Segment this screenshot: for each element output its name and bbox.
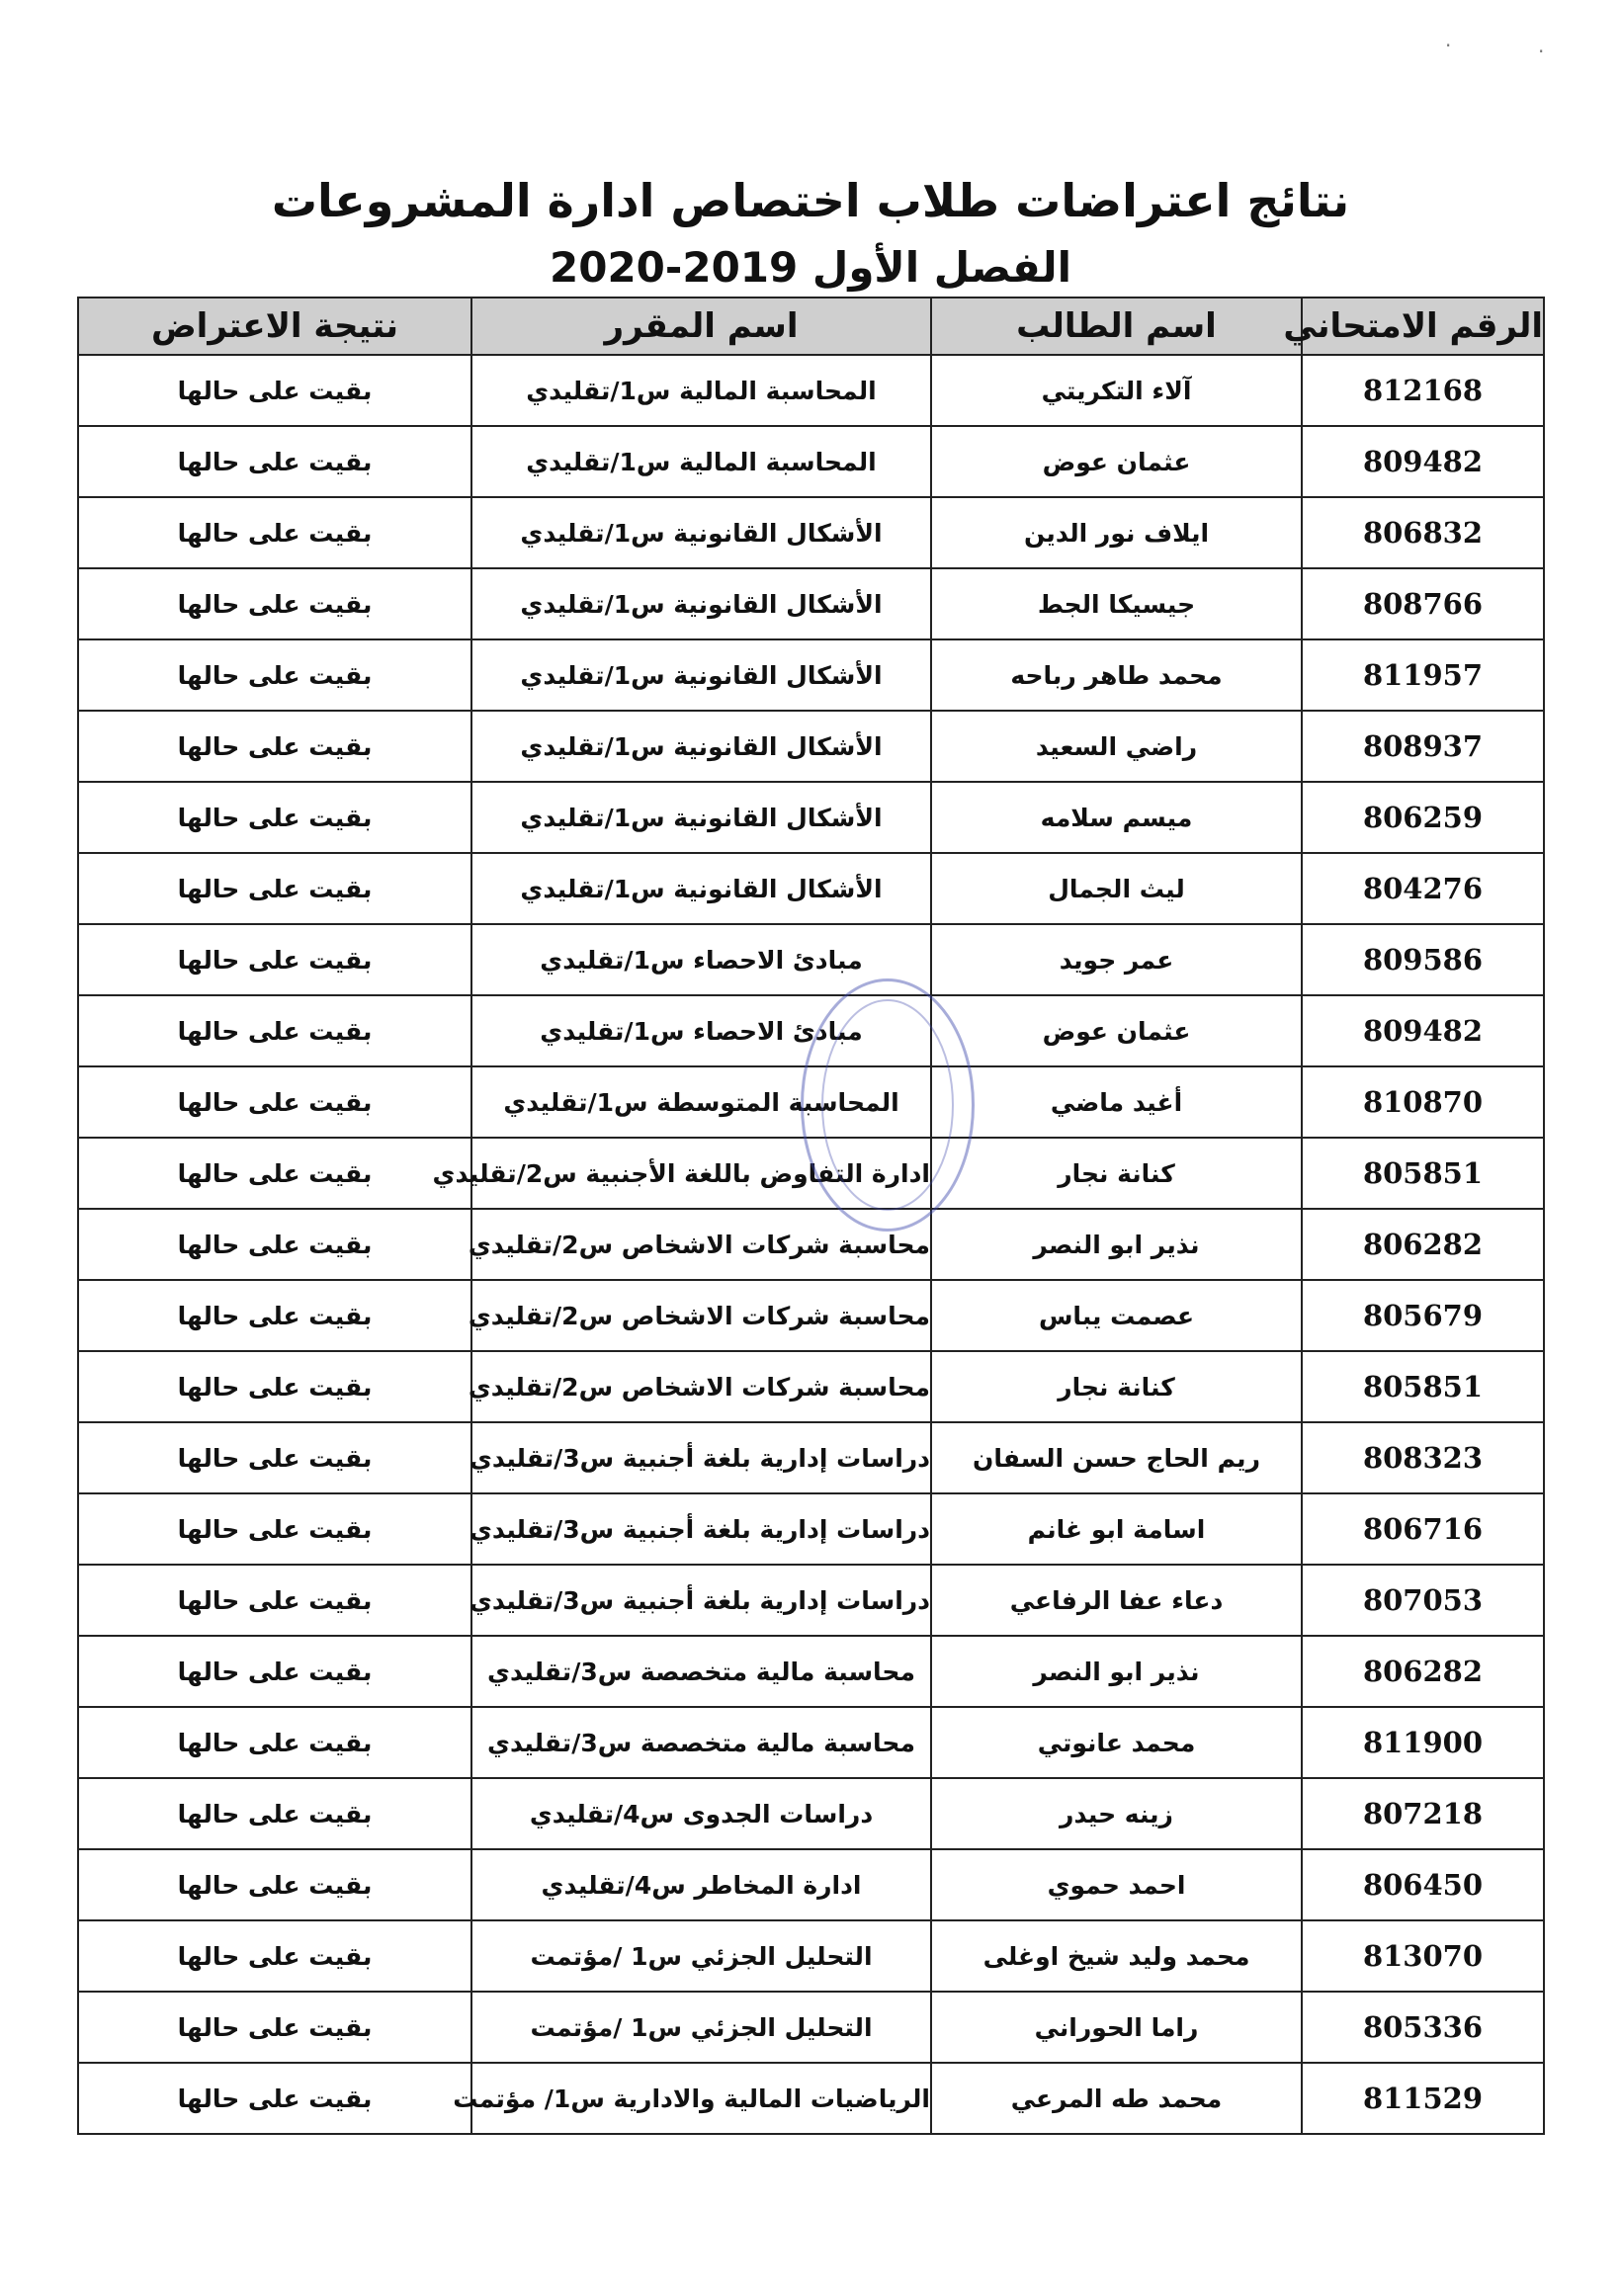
table-row bbox=[78, 711, 1544, 782]
result-cell: بقيت على حالها bbox=[78, 1351, 471, 1422]
table-row bbox=[78, 1138, 1544, 1209]
table-row bbox=[78, 497, 1544, 568]
student-name-cell: عمر جويد bbox=[931, 924, 1302, 995]
course-name-cell: التحليل الجزئي س1 /مؤتمت bbox=[471, 1920, 931, 1992]
result-cell: بقيت على حالها bbox=[78, 1565, 471, 1636]
exam-number-cell: 808766 bbox=[1302, 568, 1544, 639]
course-name-cell: ادارة التفاوض باللغة الأجنبية س2/تقليدي bbox=[471, 1138, 931, 1209]
student-name-cell: نذير ابو النصر bbox=[931, 1209, 1302, 1280]
table-row bbox=[78, 1849, 1544, 1920]
result-cell: بقيت على حالها bbox=[78, 1280, 471, 1351]
student-name-cell: زينه حيدر bbox=[931, 1778, 1302, 1849]
course-name-cell: المحاسبة المالية س1/تقليدي bbox=[471, 426, 931, 497]
column-header-objection-result: نتيجة الاعتراض bbox=[78, 298, 471, 355]
exam-number-cell: 805336 bbox=[1302, 1992, 1544, 2063]
course-name-cell: الرياضيات المالية والادارية س1/ مؤتمت bbox=[471, 2063, 931, 2134]
table-row bbox=[78, 1707, 1544, 1778]
result-cell: بقيت على حالها bbox=[78, 639, 471, 711]
exam-number-cell: 805679 bbox=[1302, 1280, 1544, 1351]
student-name-cell: ليث الجمال bbox=[931, 853, 1302, 924]
student-name-cell: اسامة ابو غانم bbox=[931, 1493, 1302, 1565]
scan-speck: · bbox=[1538, 40, 1545, 63]
exam-number-cell: 807053 bbox=[1302, 1565, 1544, 1636]
table-row bbox=[78, 1066, 1544, 1138]
table-row bbox=[78, 1636, 1544, 1707]
table-row bbox=[78, 2063, 1544, 2134]
result-cell: بقيت على حالها bbox=[78, 355, 471, 426]
student-name-cell: محمد طاهر رباحه bbox=[931, 639, 1302, 711]
student-name-cell: عثمان عوض bbox=[931, 426, 1302, 497]
exam-number-cell: 806282 bbox=[1302, 1636, 1544, 1707]
result-cell: بقيت على حالها bbox=[78, 995, 471, 1066]
result-cell: بقيت على حالها bbox=[78, 1138, 471, 1209]
exam-number-cell: 804276 bbox=[1302, 853, 1544, 924]
table-row bbox=[78, 426, 1544, 497]
table-row bbox=[78, 1422, 1544, 1493]
course-name-cell: الأشكال القانونية س1/تقليدي bbox=[471, 639, 931, 711]
result-cell: بقيت على حالها bbox=[78, 1493, 471, 1565]
student-name-cell: آلاء التكريتي bbox=[931, 355, 1302, 426]
course-name-cell: المحاسبة المالية س1/تقليدي bbox=[471, 355, 931, 426]
student-name-cell: احمد حموي bbox=[931, 1849, 1302, 1920]
student-name-cell: راما الحوراني bbox=[931, 1992, 1302, 2063]
student-name-cell: كنانة نجار bbox=[931, 1138, 1302, 1209]
course-name-cell: مبادئ الاحصاء س1/تقليدي bbox=[471, 995, 931, 1066]
exam-number-cell: 806716 bbox=[1302, 1493, 1544, 1565]
course-name-cell: دراسات الجدوى س4/تقليدي bbox=[471, 1778, 931, 1849]
result-cell: بقيت على حالها bbox=[78, 853, 471, 924]
course-name-cell: التحليل الجزئي س1 /مؤتمت bbox=[471, 1992, 931, 2063]
student-name-cell: راضي السعيد bbox=[931, 711, 1302, 782]
result-cell: بقيت على حالها bbox=[78, 924, 471, 995]
result-cell: بقيت على حالها bbox=[78, 426, 471, 497]
column-header-student-name: اسم الطالب bbox=[931, 298, 1302, 355]
course-name-cell: مبادئ الاحصاء س1/تقليدي bbox=[471, 924, 931, 995]
result-cell: بقيت على حالها bbox=[78, 1707, 471, 1778]
course-name-cell: الأشكال القانونية س1/تقليدي bbox=[471, 853, 931, 924]
student-name-cell: عصمت يباس bbox=[931, 1280, 1302, 1351]
course-name-cell: دراسات إدارية بلغة أجنبية س3/تقليدي bbox=[471, 1565, 931, 1636]
result-cell: بقيت على حالها bbox=[78, 1209, 471, 1280]
course-name-cell: الأشكال القانونية س1/تقليدي bbox=[471, 568, 931, 639]
result-cell: بقيت على حالها bbox=[78, 1066, 471, 1138]
table-row bbox=[78, 1565, 1544, 1636]
exam-number-cell: 809586 bbox=[1302, 924, 1544, 995]
exam-number-cell: 811900 bbox=[1302, 1707, 1544, 1778]
table-row bbox=[78, 1209, 1544, 1280]
exam-number-cell: 810870 bbox=[1302, 1066, 1544, 1138]
table-row bbox=[78, 1992, 1544, 2063]
exam-number-cell: 806282 bbox=[1302, 1209, 1544, 1280]
course-name-cell: الأشكال القانونية س1/تقليدي bbox=[471, 711, 931, 782]
table-header-row bbox=[78, 298, 1544, 355]
table-row bbox=[78, 1280, 1544, 1351]
table-row bbox=[78, 568, 1544, 639]
student-name-cell: محمد وليد شيخ اوغلى bbox=[931, 1920, 1302, 1992]
table-row bbox=[78, 924, 1544, 995]
exam-number-cell: 809482 bbox=[1302, 995, 1544, 1066]
course-name-cell: محاسبة شركات الاشخاص س2/تقليدي bbox=[471, 1280, 931, 1351]
page-subtitle: الفصل الأول 2019-2020 bbox=[550, 243, 1071, 292]
student-name-cell: أغيد ماضي bbox=[931, 1066, 1302, 1138]
column-header-course-name: اسم المقرر bbox=[471, 298, 931, 355]
result-cell: بقيت على حالها bbox=[78, 782, 471, 853]
result-cell: بقيت على حالها bbox=[78, 1636, 471, 1707]
student-name-cell: محمد عانوتي bbox=[931, 1707, 1302, 1778]
student-name-cell: جيسيكا الجط bbox=[931, 568, 1302, 639]
exam-number-cell: 809482 bbox=[1302, 426, 1544, 497]
exam-number-cell: 806259 bbox=[1302, 782, 1544, 853]
exam-number-cell: 805851 bbox=[1302, 1138, 1544, 1209]
result-cell: بقيت على حالها bbox=[78, 711, 471, 782]
course-name-cell: دراسات إدارية بلغة أجنبية س3/تقليدي bbox=[471, 1422, 931, 1493]
column-header-exam-number: الرقم الامتحاني bbox=[1302, 298, 1544, 355]
student-name-cell: ميسم سلامه bbox=[931, 782, 1302, 853]
course-name-cell: دراسات إدارية بلغة أجنبية س3/تقليدي bbox=[471, 1493, 931, 1565]
exam-number-cell: 807218 bbox=[1302, 1778, 1544, 1849]
exam-number-cell: 806832 bbox=[1302, 497, 1544, 568]
student-name-cell: كنانة نجار bbox=[931, 1351, 1302, 1422]
page-title: نتائج اعتراضات طلاب اختصاص ادارة المشروعات bbox=[271, 174, 1350, 227]
exam-number-cell: 808323 bbox=[1302, 1422, 1544, 1493]
student-name-cell: نذير ابو النصر bbox=[931, 1636, 1302, 1707]
student-name-cell: ريم الحاج حسن السفان bbox=[931, 1422, 1302, 1493]
result-cell: بقيت على حالها bbox=[78, 1920, 471, 1992]
table-row bbox=[78, 639, 1544, 711]
exam-number-cell: 812168 bbox=[1302, 355, 1544, 426]
course-name-cell: الأشكال القانونية س1/تقليدي bbox=[471, 782, 931, 853]
results-table bbox=[77, 297, 1545, 2135]
exam-number-cell: 805851 bbox=[1302, 1351, 1544, 1422]
course-name-cell: المحاسبة المتوسطة س1/تقليدي bbox=[471, 1066, 931, 1138]
result-cell: بقيت على حالها bbox=[78, 1992, 471, 2063]
student-name-cell: دعاء عفا الرفاعي bbox=[931, 1565, 1302, 1636]
exam-number-cell: 811957 bbox=[1302, 639, 1544, 711]
course-name-cell: محاسبة شركات الاشخاص س2/تقليدي bbox=[471, 1351, 931, 1422]
table-row bbox=[78, 1351, 1544, 1422]
exam-number-cell: 806450 bbox=[1302, 1849, 1544, 1920]
exam-number-cell: 811529 bbox=[1302, 2063, 1544, 2134]
course-name-cell: ادارة المخاطر س4/تقليدي bbox=[471, 1849, 931, 1920]
result-cell: بقيت على حالها bbox=[78, 1778, 471, 1849]
result-cell: بقيت على حالها bbox=[78, 1849, 471, 1920]
scan-speck: · bbox=[1445, 34, 1452, 57]
course-name-cell: الأشكال القانونية س1/تقليدي bbox=[471, 497, 931, 568]
student-name-cell: ايلاف نور الدين bbox=[931, 497, 1302, 568]
exam-number-cell: 808937 bbox=[1302, 711, 1544, 782]
result-cell: بقيت على حالها bbox=[78, 2063, 471, 2134]
course-name-cell: محاسبة مالية متخصصة س3/تقليدي bbox=[471, 1636, 931, 1707]
table-row bbox=[78, 995, 1544, 1066]
result-cell: بقيت على حالها bbox=[78, 497, 471, 568]
student-name-cell: محمد طه المرعي bbox=[931, 2063, 1302, 2134]
result-cell: بقيت على حالها bbox=[78, 1422, 471, 1493]
result-cell: بقيت على حالها bbox=[78, 568, 471, 639]
student-name-cell: عثمان عوض bbox=[931, 995, 1302, 1066]
table-row bbox=[78, 853, 1544, 924]
table-row bbox=[78, 782, 1544, 853]
exam-number-cell: 813070 bbox=[1302, 1920, 1544, 1992]
table-row bbox=[78, 1493, 1544, 1565]
table-row bbox=[78, 1920, 1544, 1992]
table-row bbox=[78, 355, 1544, 426]
course-name-cell: محاسبة شركات الاشخاص س2/تقليدي bbox=[471, 1209, 931, 1280]
table-row bbox=[78, 1778, 1544, 1849]
course-name-cell: محاسبة مالية متخصصة س3/تقليدي bbox=[471, 1707, 931, 1778]
